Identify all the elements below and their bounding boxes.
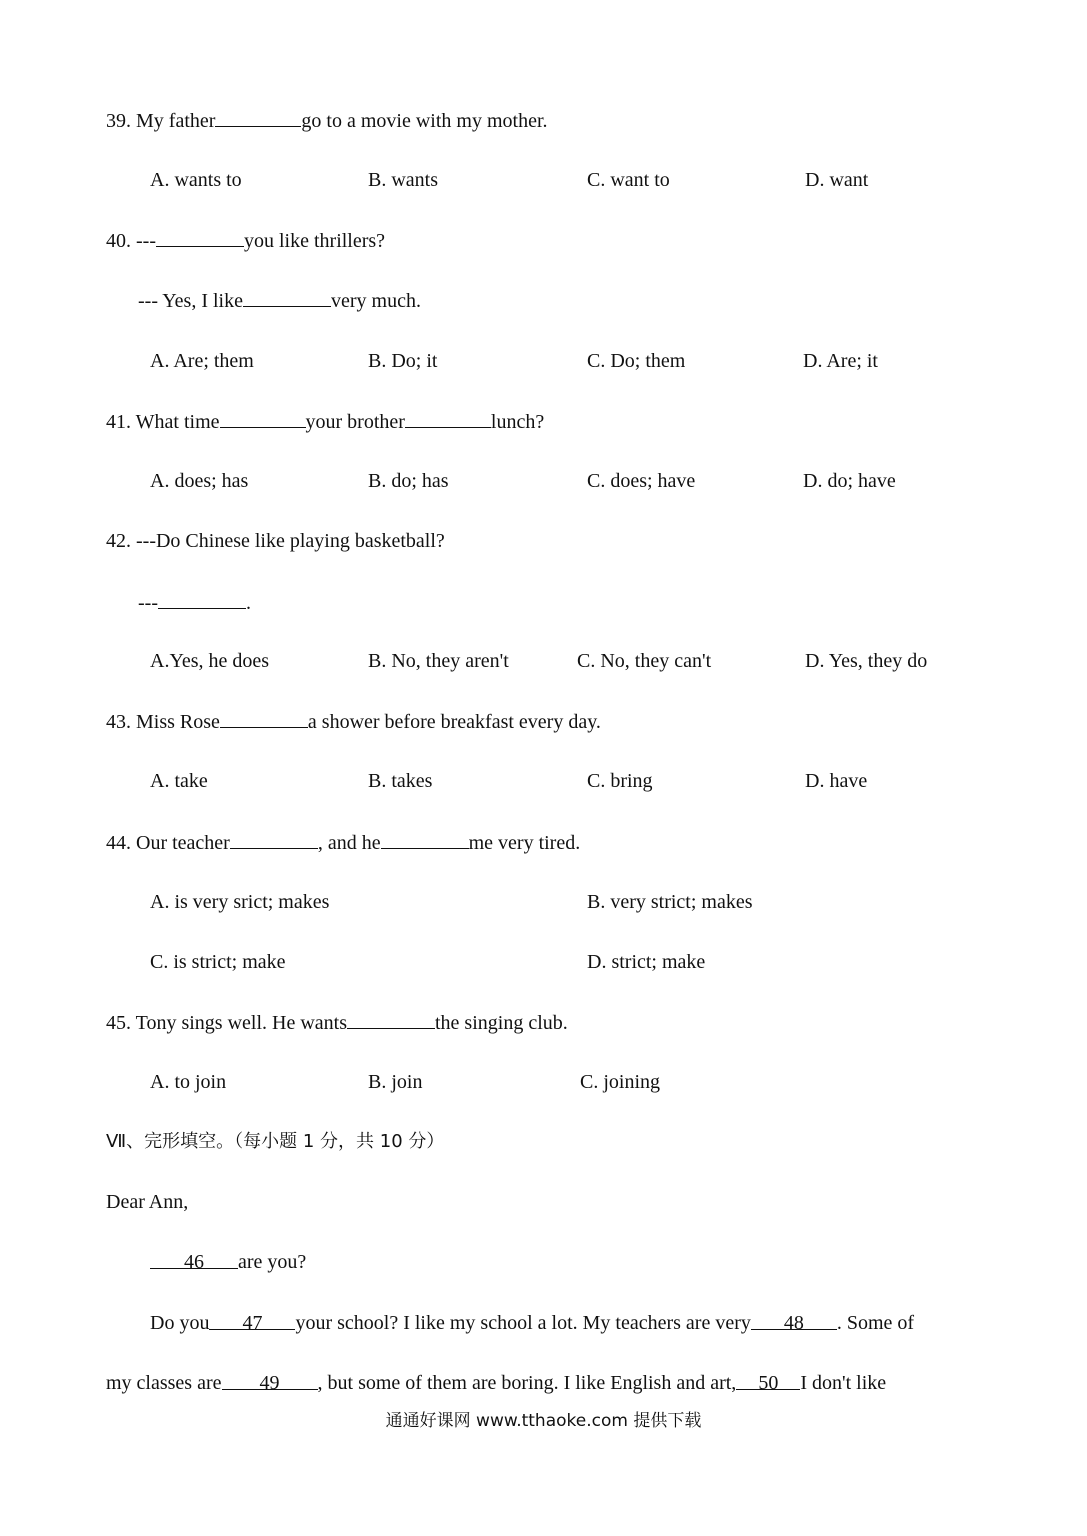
option-d: D. have <box>805 770 868 792</box>
option-c: C. joining <box>580 1071 661 1093</box>
section-7-heading: Ⅶ、完形填空。（每小题 1 分，共 10 分） <box>106 1131 445 1152</box>
question-41: 41. What time your brother lunch? <box>106 411 545 433</box>
cloze-blank-49: 49 <box>222 1371 318 1390</box>
option-a: A. is very srict; makes <box>150 891 330 913</box>
option-b: B. do; has <box>368 470 449 492</box>
option-d: D. Are; it <box>803 350 878 372</box>
option-d: D. want <box>805 169 869 191</box>
answer-blank <box>405 409 491 428</box>
option-b: B. wants <box>368 169 438 191</box>
option-a: A. does; has <box>150 470 249 492</box>
cloze-blank-46: 46 <box>150 1250 238 1269</box>
option-c: C. want to <box>587 169 670 191</box>
letter-line-1: 46 are you? <box>150 1250 306 1274</box>
option-d: D. strict; make <box>587 951 706 973</box>
question-40: 40. --- you like thrillers? <box>106 230 386 252</box>
option-b: B. No, they aren't <box>368 650 509 672</box>
question-40-line-2: --- Yes, I like very much. <box>138 290 421 312</box>
answer-blank <box>220 409 306 428</box>
question-39: 39. My father go to a movie with my mother. <box>106 110 548 132</box>
question-42-line-2: --- . <box>138 592 251 614</box>
option-c: C. bring <box>587 770 653 792</box>
answer-blank <box>347 1010 435 1029</box>
cloze-blank-50: 50 <box>736 1371 800 1390</box>
option-b: B. Do; it <box>368 350 438 372</box>
option-b: B. join <box>368 1071 423 1093</box>
option-c: C. does; have <box>587 470 696 492</box>
answer-blank <box>158 590 246 609</box>
cloze-blank-48: 48 <box>751 1311 837 1330</box>
option-a: A. take <box>150 770 208 792</box>
question-45: 45. Tony sings well. He wants the singing club. <box>106 1012 568 1034</box>
answer-blank <box>381 830 469 849</box>
option-a: A. to join <box>150 1071 227 1093</box>
option-b: B. takes <box>368 770 433 792</box>
letter-greeting: Dear Ann, <box>106 1191 189 1213</box>
letter-line-2: Do you 47 your school? I like my school a lot. My teachers are very 48 . Some of <box>150 1312 915 1334</box>
cloze-blank-47: 47 <box>209 1311 295 1330</box>
question-44: 44. Our teacher , and he me very tired. <box>106 832 581 854</box>
answer-blank <box>156 228 244 247</box>
option-b: B. very strict; makes <box>587 891 753 913</box>
option-a: A. Are; them <box>150 350 254 372</box>
answer-blank <box>215 108 301 127</box>
option-a: A. wants to <box>150 169 242 191</box>
question-43: 43. Miss Rose a shower before breakfast every day. <box>106 711 601 733</box>
option-c: C. Do; them <box>587 350 686 372</box>
option-a: A.Yes, he does <box>150 650 270 672</box>
option-d: D. Yes, they do <box>805 650 928 672</box>
answer-blank <box>220 709 308 728</box>
answer-blank <box>243 288 331 307</box>
page-footer: 通通好课网 www.tthaoke.com 提供下载 <box>385 1411 702 1431</box>
question-42: 42. ---Do Chinese like playing basketball? <box>106 530 445 552</box>
option-c: C. is strict; make <box>150 951 286 973</box>
option-c: C. No, they can't <box>577 650 712 672</box>
option-d: D. do; have <box>803 470 896 492</box>
letter-line-3: my classes are 49 , but some of them are boring. I like English and art, 50 I don't like <box>106 1372 887 1394</box>
answer-blank <box>230 830 318 849</box>
